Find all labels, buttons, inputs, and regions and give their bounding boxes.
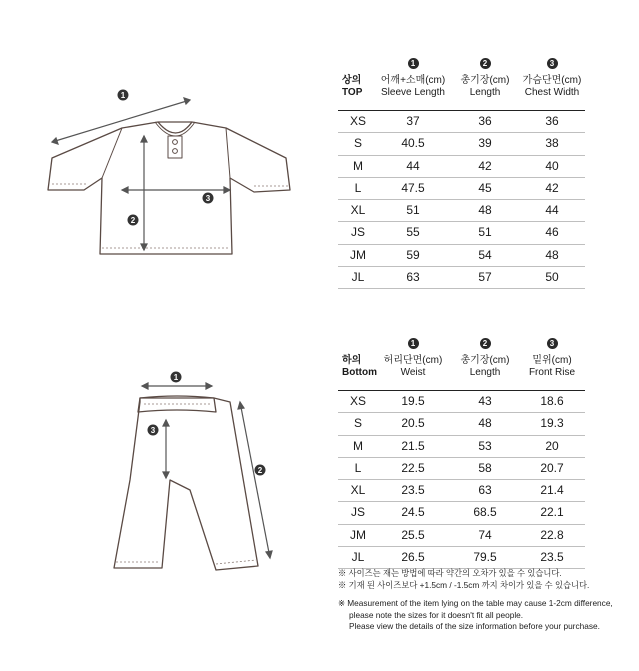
table-row: S 40.5 39 38 [338,133,585,155]
table-row: S 20.5 48 19.3 [338,413,585,435]
marker-3: 3 [150,426,156,435]
note-en-1: ※ Measurement of the item lying on the table may cause 1-2cm difference, [338,598,613,608]
marker-3: 3 [205,194,211,203]
bottom-size-table [338,338,585,569]
column-header: 2 총기장(cm) Length [460,59,510,98]
note-en-3: Please view the details of the size information before your purchase. [349,621,600,631]
pants-outline [114,398,258,570]
table-row: JS 55 51 46 [338,222,585,244]
column-header: 2 총기장(cm) Length [460,339,510,378]
column-header: 3 밑위(cm) Front Rise [528,339,576,378]
number-badge-icon: 3 [547,58,558,69]
category-label: 상의 TOP [342,75,363,98]
button-icon [173,149,178,154]
table-header [338,338,585,390]
number-badge-icon: 2 [480,58,491,69]
marker-1: 1 [173,373,179,382]
marker-2: 2 [257,466,263,475]
table-row: XL 23.5 63 21.4 [338,480,585,502]
number-badge-icon: 3 [547,338,558,349]
table-row: L 47.5 45 42 [338,178,585,200]
number-badge-icon: 2 [480,338,491,349]
note-en-2: please note the sizes for it doesn't fit all people. [349,609,524,620]
size-notes [338,568,613,633]
marker-1: 1 [120,91,126,100]
number-badge-icon: 1 [408,58,419,69]
button-icon [173,140,178,145]
table-row: M 21.5 53 20 [338,436,585,458]
table-row: M 44 42 40 [338,156,585,178]
table-row: JM 25.5 74 22.8 [338,525,585,547]
shirt-outline [48,122,290,254]
number-badge-icon: 1 [408,338,419,349]
category-label: 하의 Bottom [342,355,377,378]
table-row: JL 26.5 79.5 23.5 [338,547,585,569]
marker-2: 2 [130,216,136,225]
table-row: JM 59 54 48 [338,245,585,267]
table-row: XL 51 48 44 [338,200,585,222]
bottom-garment-diagram [100,360,290,580]
top-size-table [338,58,585,289]
table-header [338,58,585,110]
column-header: 1 어깨+소매(cm) Sleeve Length [380,59,446,98]
table-row: JL 63 57 50 [338,267,585,289]
table-row: L 22.5 58 20.7 [338,458,585,480]
table-row: JS 24.5 68.5 22.1 [338,502,585,524]
column-header: 3 가슴단면(cm) Chest Width [522,59,582,98]
note-ko-2: ※ 기재 된 사이즈보다 +1.5cm / -1.5cm 까지 차이가 있을 수 있습니다. [338,579,590,590]
column-header: 1 허리단면(cm) Weist [383,339,443,378]
top-garment-diagram [40,80,320,270]
table-row: XS 37 36 36 [338,111,585,133]
table-row: XS 19.5 43 18.6 [338,391,585,413]
note-ko-1: ※ 사이즈는 재는 방법에 따라 약간의 오차가 있을 수 있습니다. [338,568,562,578]
